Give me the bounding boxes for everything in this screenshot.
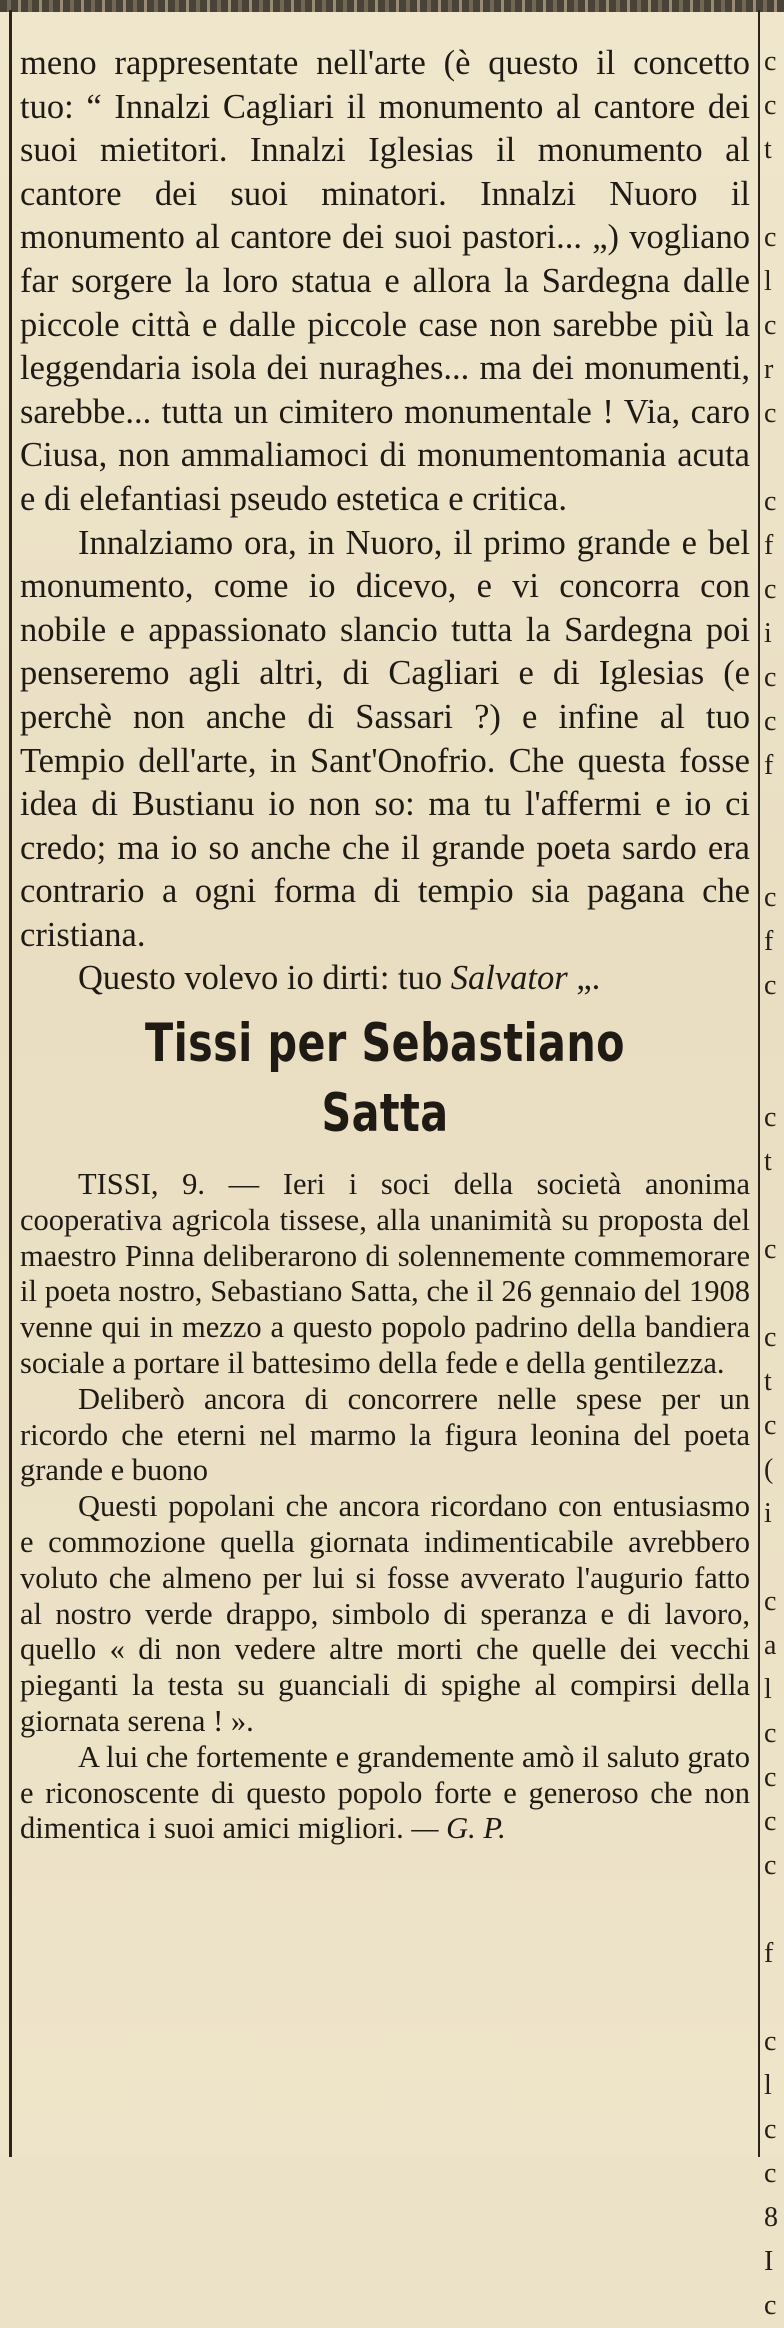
adjacent-column-letter — [764, 1888, 784, 1932]
adjacent-column-letter: f — [764, 926, 774, 957]
adjacent-column-letter: t — [764, 134, 772, 165]
adjacent-column-letter: c — [764, 222, 777, 253]
adjacent-column-letter: c — [764, 2158, 777, 2189]
article2-paragraph-4-text: A lui che fortemente e grandemente amò il saluto grato e riconoscente di questo popolo forte e generoso che non dimentica i suoi amici migliori. — [20, 1739, 750, 1846]
adjacent-column-letter: ( — [764, 1454, 774, 1485]
article2-paragraph-4 — [20, 1740, 750, 1847]
adjacent-column-letter: f — [764, 530, 774, 561]
adjacent-column-letter: c — [764, 574, 777, 605]
adjacent-column-letter: c — [764, 90, 777, 121]
article2-paragraph-3: Questi popolani che ancora ricordano con entusiasmo e commozione quella giornata indimenticabile avrebbero voluto che almeno per lui si fosse avverato l'augurio fatto al nostro verde drappo, simbolo di speranza e di lavoro, quello « di non vedere altre morti che quelle dei vecchi pieganti la testa su guanciali di spighe al compirsi della giornata serena ! ». — [20, 1489, 750, 1739]
adjacent-column-letter — [764, 1008, 784, 1052]
article2-headline: Tissi per Sebastiano Satta — [145, 1013, 625, 1145]
adjacent-column-letter: c — [764, 46, 777, 77]
article2-signoff: — G. P. — [403, 1811, 506, 1846]
adjacent-column-letter: f — [764, 750, 774, 781]
adjacent-column-letter: c — [764, 2026, 777, 2057]
adjacent-column-letter: c — [764, 2290, 777, 2321]
adjacent-column-letter: c — [764, 706, 777, 737]
adjacent-column-letter: l — [764, 1674, 772, 1705]
main-column — [20, 42, 750, 1847]
adjacent-column-letter — [764, 1052, 784, 1096]
adjacent-column-letter — [764, 436, 784, 480]
adjacent-column-letter: r — [764, 354, 774, 385]
article2-paragraph-1: TISSI, 9. — Ieri i soci della società anonima cooperativa agricola tissese, alla unanimità su proposta del maestro Pinna deliberarono di solennemente commemorare il poeta nostro, Sebastiano Satta, che il 26 gennaio del 1908 venne qui in mezzo a questo popolo padrino della bandiera sociale a portare il battesimo della fede e della gentilezza. — [20, 1167, 750, 1381]
adjacent-column-letter — [764, 788, 784, 832]
signature-name: Salvator — [450, 959, 568, 998]
adjacent-column-letter: c — [764, 1410, 777, 1441]
article1-paragraph-1: meno rappresentate nell'arte (è questo il concetto tuo: “ Innalzi Cagliari il monumento al cantore dei suoi mietitori. Innalzi Iglesias il monumento al cantore dei suoi minatori. Innalzi Nuoro il monumento al cantore dei suoi pastori... „) vogliano far sorgere la loro statua e allora la Sardegna dalle piccole città e dalle piccole case non sarebbe più la leggendaria isola dei nuraghes... ma dei monumenti, sarebbe... tutta un cimitero monumentale ! Via, caro Ciusa, non ammaliamoci di monumentomania acuta e di elefantiasi pseudo estetica e critica. — [20, 44, 750, 518]
adjacent-column-letter: c — [764, 2114, 777, 2145]
adjacent-column-fragment — [764, 40, 784, 2321]
adjacent-column-letter: c — [764, 970, 777, 1001]
adjacent-column-letter: c — [764, 1586, 777, 1617]
adjacent-column-letter: c — [764, 1322, 777, 1353]
article2-body — [20, 1167, 750, 1847]
adjacent-column-letter: l — [764, 266, 772, 297]
adjacent-column-letter: t — [764, 1146, 772, 1177]
adjacent-column-letter: c — [764, 310, 777, 341]
adjacent-column-letter — [764, 1272, 784, 1316]
adjacent-column-letter: c — [764, 1850, 777, 1881]
adjacent-column-letter: c — [764, 1234, 777, 1265]
adjacent-column-letter — [764, 1184, 784, 1228]
adjacent-column-letter: c — [764, 1762, 777, 1793]
left-column-rule — [9, 10, 12, 2157]
adjacent-column-letter — [764, 172, 784, 216]
article1-signature — [20, 957, 750, 1001]
adjacent-column-letter: t — [764, 1366, 772, 1397]
adjacent-column-letter: c — [764, 882, 777, 913]
adjacent-column-letter: f — [764, 1938, 774, 1969]
adjacent-column-letter: l — [764, 2070, 772, 2101]
adjacent-column-letter — [764, 832, 784, 876]
adjacent-column-letter: c — [764, 1102, 777, 1133]
adjacent-column-letter: c — [764, 398, 777, 429]
top-border-rule — [0, 0, 784, 12]
article2-paragraph-2: Deliberò ancora di concorrere nelle spese per un ricordo che eterni nel marmo la figura leonina del poeta grande e buono — [20, 1381, 750, 1488]
adjacent-column-letter: c — [764, 1718, 777, 1749]
right-column-rule — [758, 10, 760, 2157]
adjacent-column-letter: I — [764, 2246, 774, 2277]
adjacent-column-letter — [764, 1976, 784, 2020]
adjacent-column-letter: 8 — [764, 2202, 778, 2233]
adjacent-column-letter: c — [764, 1806, 777, 1837]
adjacent-column-letter: c — [764, 486, 777, 517]
signature-close: „. — [567, 959, 601, 998]
adjacent-column-letter: i — [764, 1498, 772, 1529]
adjacent-column-letter: i — [764, 618, 772, 649]
adjacent-column-letter: a — [764, 1630, 777, 1661]
signature-text: Questo volevo io dirti: tuo — [78, 959, 443, 998]
adjacent-column-letter: c — [764, 662, 777, 693]
article1-paragraph-2: Innalziamo ora, in Nuoro, il primo grande e bel monumento, come io dicevo, e vi concorra con nobile e appassionato slancio tutta la Sardegna poi penseremo agli altri, di Cagliari e di Iglesias (e perchè non anche di Sassari ?) e infine al tuo Tempio dell'arte, in Sant'Onofrio. Che questa fosse idea di Bustianu io non so: ma tu l'affermi e io ci credo; ma io so anche che il grande poeta sardo era contrario a ogni forma di tempio sia pagana che cristiana. — [20, 523, 750, 954]
adjacent-column-letter — [764, 1536, 784, 1580]
